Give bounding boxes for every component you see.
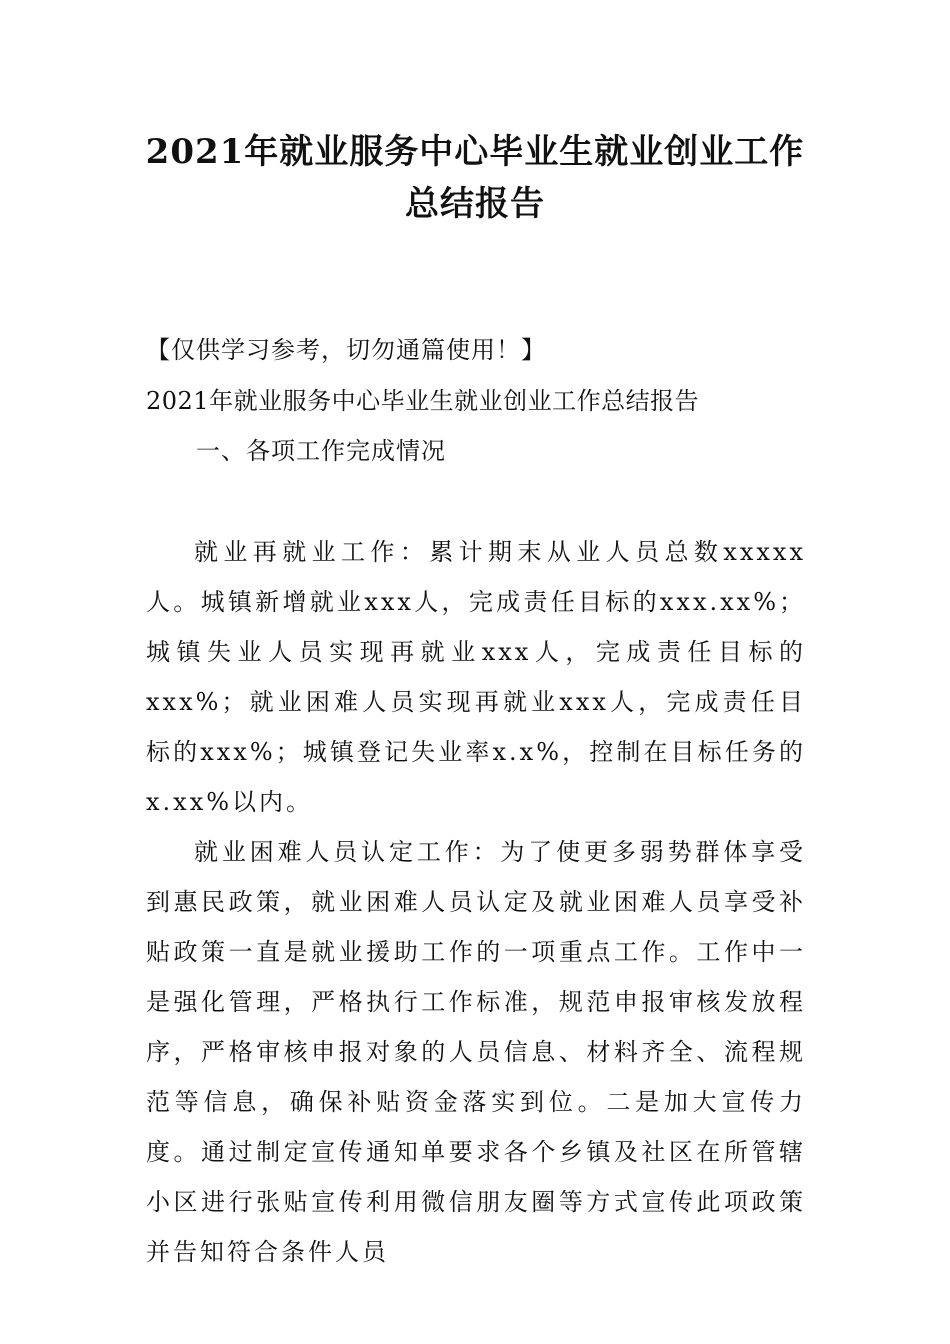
paragraph-hardship-identification: 就业困难人员认定工作：为了使更多弱势群体享受到惠民政策，就业困难人员认定及就业困难人员享受补贴政策一直是就业援助工作的一项重点工作。工作中一是强化管理，严格执行工作标准，规范申报审核发放程序，严格审核申报对象的人员信息、材料齐全、流程规范等信息，确保补贴资金落实到位。二是加大宣传力度。通过制定宣传通知单要求各个乡镇及社区在所管辖小区进行张贴宣传利用微信朋友圈等方式宣传此项政策并告知符合条件人员 — [146, 838, 806, 1266]
section-heading: 一、各项工作完成情况 — [196, 437, 446, 465]
paragraph-employment-reemployment: 就业再就业工作：累计期末从业人员总数xxxxx人。城镇新增就业xxx人，完成责任目标的xxx.xx%；城镇失业人员实现再就业xxx人，完成责任目标的xxx%；就业困难人员实现再就业xxx人，完成责任目标的xxx%；城镇登记失业率x.x%，控制在目标任务的x.xx%以内。 — [146, 538, 806, 816]
usage-notice: 【仅供学习参考，切勿通篇使用！】 — [146, 336, 546, 364]
document-title-line-1: 2021年就业服务中心毕业生就业创业工作 — [145, 132, 805, 172]
document-title-line-2: 总结报告 — [405, 184, 545, 224]
document-subtitle: 2021年就业服务中心毕业生就业创业工作总结报告 — [146, 387, 700, 415]
